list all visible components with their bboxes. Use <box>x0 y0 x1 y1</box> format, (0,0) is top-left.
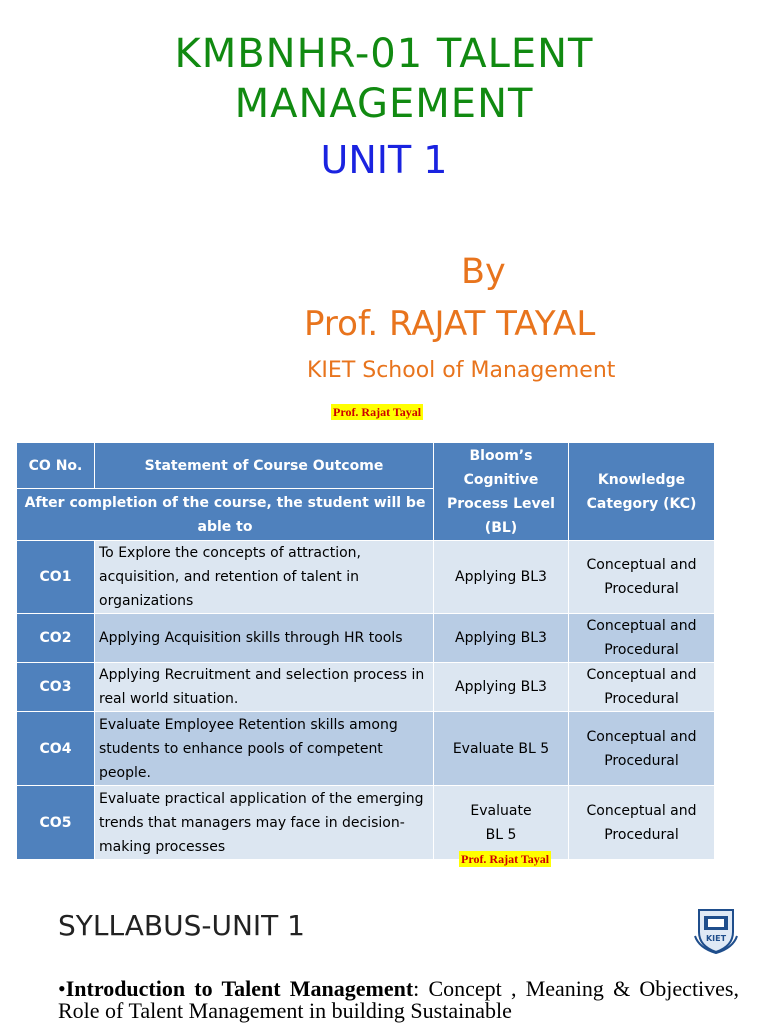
bullet-topic: Introduction to Talent Management <box>65 976 414 1001</box>
co-bl-line2: BL 5 <box>485 826 517 843</box>
author-watermark-top: Prof. Rajat Tayal <box>333 405 422 419</box>
co-bl: Applying BL3 <box>434 614 569 663</box>
course-outcome-table <box>16 442 715 860</box>
co-id: CO1 <box>17 541 95 614</box>
co-kc: Conceptual and Procedural <box>569 663 715 712</box>
co-bl: Evaluate BL 5 <box>434 712 569 786</box>
syllabus-heading: SYLLABUS-UNIT 1 <box>58 909 305 942</box>
title-line-2: MANAGEMENT <box>234 81 534 127</box>
co-bl: Applying BL3 <box>434 541 569 614</box>
co-bl-line1: Evaluate <box>470 802 532 819</box>
kiet-logo-icon <box>693 906 739 954</box>
co-kc: Conceptual and Procedural <box>569 712 715 786</box>
bullet-marker: • <box>58 976 66 1001</box>
table-row <box>17 541 715 614</box>
title-line-1: KMBNHR-01 TALENT <box>174 31 594 77</box>
by-label: By <box>461 252 506 292</box>
subheader-statement: After completion of the course, the student will be able to <box>17 489 434 541</box>
co-statement: Evaluate Employee Retention skills among students to enhance pools of competent people. <box>95 712 434 786</box>
author-watermark-bottom: Prof. Rajat Tayal <box>461 852 550 866</box>
co-kc: Conceptual and Procedural <box>569 541 715 614</box>
header-statement: Statement of Course Outcome <box>95 443 434 489</box>
table-row <box>17 663 715 712</box>
co-statement: To Explore the concepts of attraction, acquisition, and retention of talent in organizations <box>95 541 434 614</box>
unit-heading: UNIT 1 <box>320 138 448 182</box>
co-statement: Applying Acquisition skills through HR tools <box>95 614 434 663</box>
co-id: CO3 <box>17 663 95 712</box>
bullet-description: : Concept , Meaning & Objectives, Role of Talent Management in building Sustainable <box>58 976 739 1023</box>
co-kc: Conceptual and Procedural <box>569 614 715 663</box>
co-bl: Applying BL3 <box>434 663 569 712</box>
syllabus-bullet <box>58 978 739 1022</box>
co-statement: Evaluate practical application of the emerging trends that managers may face in decision-making processes <box>95 786 434 860</box>
co-kc: Conceptual and Procedural <box>569 786 715 860</box>
header-bl: Bloom’s Cognitive Process Level (BL) <box>434 443 569 541</box>
header-co-no: CO No. <box>17 443 95 489</box>
author-name: Prof. RAJAT TAYAL <box>304 304 596 344</box>
table-row <box>17 614 715 663</box>
table-row <box>17 786 715 860</box>
co-id: CO2 <box>17 614 95 663</box>
co-bl <box>434 786 569 860</box>
co-id: CO4 <box>17 712 95 786</box>
co-id: CO5 <box>17 786 95 860</box>
table-row <box>17 712 715 786</box>
table-header-row <box>17 443 715 489</box>
co-statement: Applying Recruitment and selection process in real world situation. <box>95 663 434 712</box>
header-kc: Knowledge Category (KC) <box>569 443 715 541</box>
school-name: KIET School of Management <box>307 358 616 383</box>
logo-text: KIET <box>705 934 727 943</box>
